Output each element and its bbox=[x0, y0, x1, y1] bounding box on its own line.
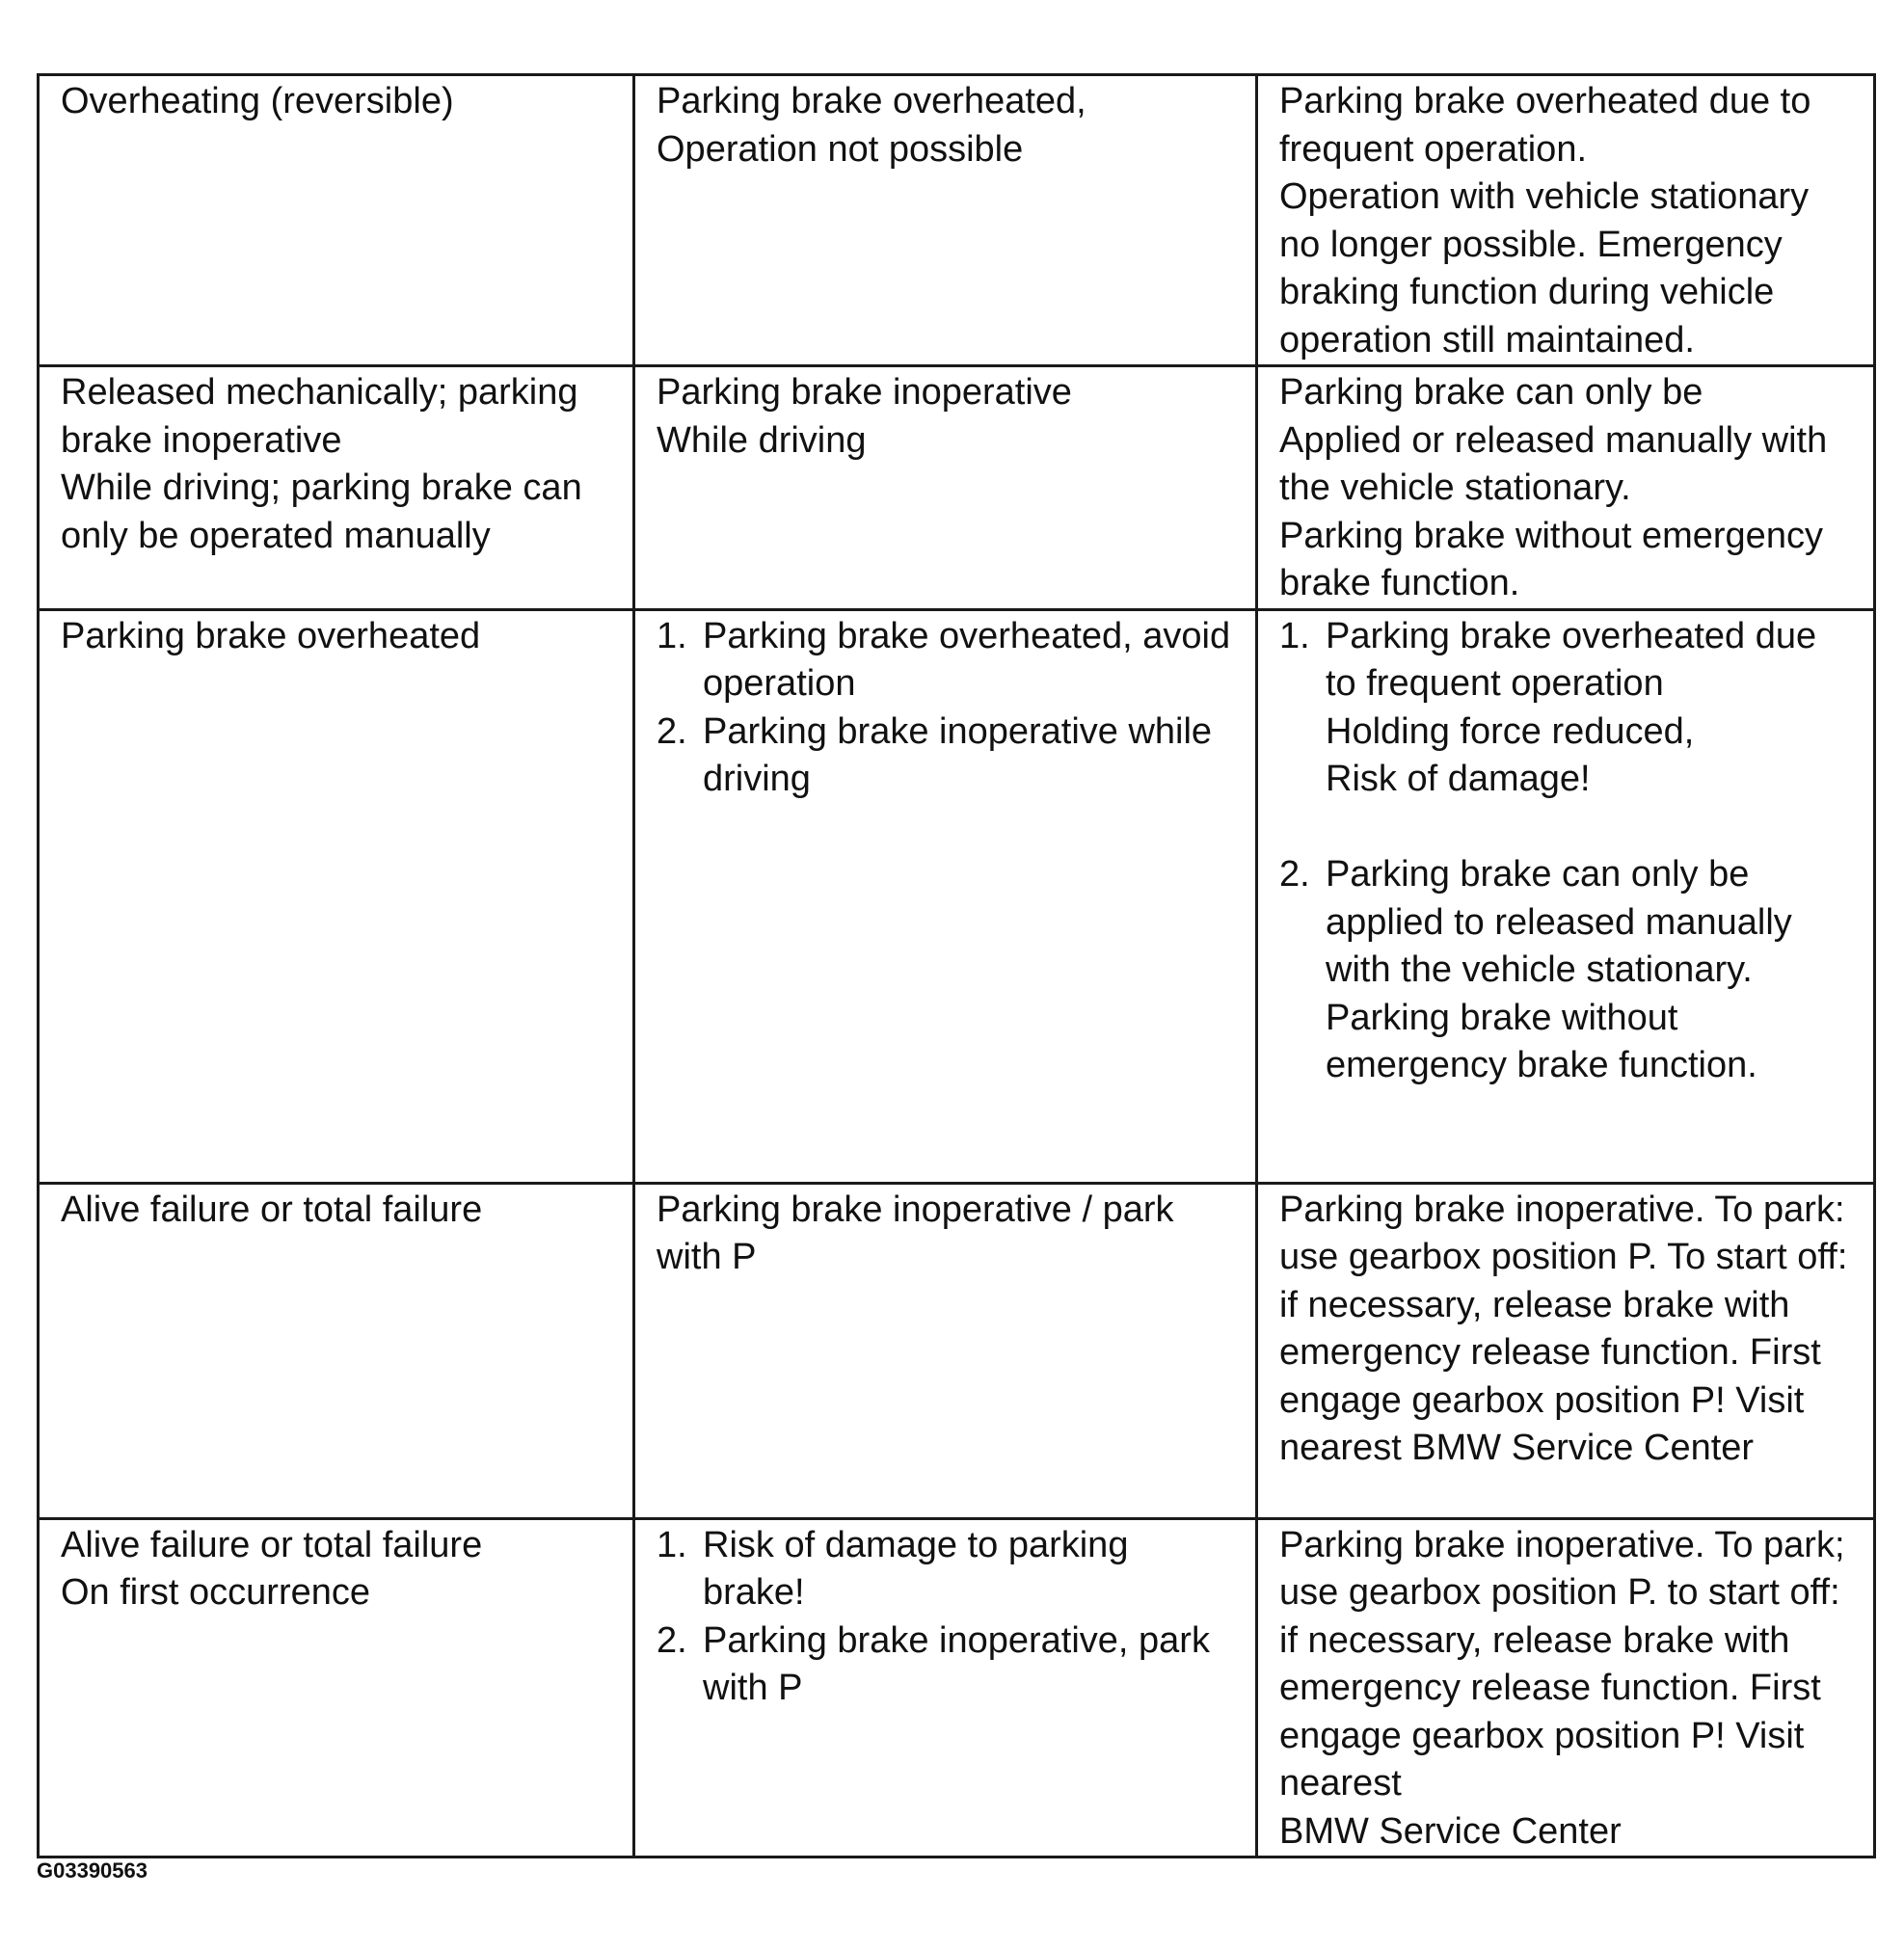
numbered-list bbox=[1279, 613, 1854, 1090]
table-row bbox=[39, 366, 1875, 610]
condition-cell: Alive failure or total failure On first occurrence bbox=[39, 1518, 634, 1857]
spacer bbox=[1279, 804, 1854, 852]
description-cell: Parking brake inoperative. To park; use gearbox position P. to start off: if necessary, release brake with emergency release function. First engage gearbox position P! Visit nearest BMW Service Center bbox=[1257, 1518, 1875, 1857]
description-cell: Parking brake overheated due to frequent operation. Operation with vehicle stationary no longer possible. Emergency braking function during vehicle operation still maintained. bbox=[1257, 75, 1875, 366]
condition-cell: Overheating (reversible) bbox=[39, 75, 634, 366]
display-cell: Parking brake inoperative While driving bbox=[634, 366, 1257, 610]
list-item: 2. Parking brake inoperative, park with P bbox=[657, 1619, 1210, 1708]
description-cell: Parking brake inoperative. To park: use gearbox position P. To start off: if necessary, release brake with emergency release function. First engage gearbox position P! Visit nearest BMW Service Center bbox=[1257, 1183, 1875, 1518]
list-item: 1. Risk of damage to parking brake! bbox=[657, 1524, 1129, 1613]
table-row bbox=[39, 1183, 1875, 1518]
display-cell bbox=[634, 1518, 1257, 1857]
fault-table bbox=[37, 73, 1876, 1858]
display-cell: Parking brake overheated, Operation not possible bbox=[634, 75, 1257, 366]
condition-cell: Alive failure or total failure bbox=[39, 1183, 634, 1518]
list-item: 1. Parking brake overheated, avoid operation bbox=[657, 615, 1231, 704]
table-row bbox=[39, 75, 1875, 366]
table-row bbox=[39, 609, 1875, 1183]
condition-cell: Parking brake overheated bbox=[39, 609, 634, 1183]
display-cell: Parking brake inoperative / park with P bbox=[634, 1183, 1257, 1518]
list-item: 2. Parking brake inoperative while driving bbox=[657, 710, 1213, 799]
description-cell: Parking brake can only be Applied or released manually with the vehicle stationary. Parking brake without emergency brake function. bbox=[1257, 366, 1875, 610]
table-row bbox=[39, 1518, 1875, 1857]
figure-code: G03390563 bbox=[37, 1858, 147, 1883]
description-cell bbox=[1257, 609, 1875, 1183]
condition-cell: Released mechanically; parking brake inoperative While driving; parking brake can only be operated manually bbox=[39, 366, 634, 610]
display-cell bbox=[634, 609, 1257, 1183]
list-item: 2. Parking brake can only be applied to released manually with the vehicle stationary. Parking brake without emergency brake function. bbox=[1279, 854, 1792, 1085]
list-item: 1. Parking brake overheated due to frequent operation Holding force reduced, Risk of damage! bbox=[1279, 615, 1817, 799]
numbered-list bbox=[657, 613, 1236, 804]
numbered-list bbox=[657, 1522, 1236, 1713]
